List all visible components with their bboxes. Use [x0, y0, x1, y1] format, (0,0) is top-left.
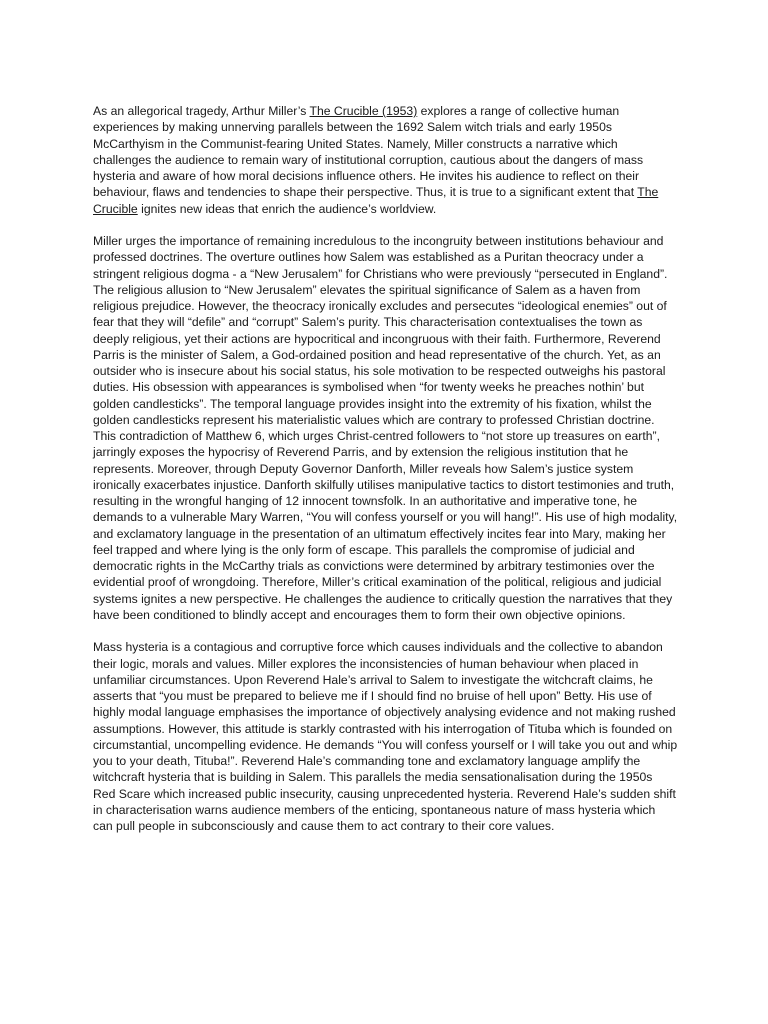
intro-text-start: As an allegorical tragedy, Arthur Miller’s — [93, 104, 310, 118]
intro-text-middle: explores a range of collective human experiences by making unnerving parallels between the 1692 Salem witch trials and early 1950s McCarthyism in the Communist-fearing United States. Namely, Miller constructs a narrative which challenges the audience to remain wary of institutional corruption, cautious about the dangers of mass hysteria and aware of how moral decisions influence others. He invites his audience to reflect on their behaviour, flaws and tendencies to shape their perspective. Thus, it is true to a significant extent that — [93, 104, 644, 200]
paragraph-introduction — [93, 103, 678, 217]
paragraph-institutions: Miller urges the importance of remaining incredulous to the incongruity between institutions behaviour and professed doctrines. The overture outlines how Salem was established as a Puritan theocracy under a stringent religious dogma - a “New Jerusalem” for Christians who were previously “persecuted in England”. The religious allusion to “New Jerusalem” elevates the spiritual significance of Salem as a haven from religious prejudice. However, the theocracy ironically excludes and persecutes “ideological enemies” out of fear that they will “defile” and “corrupt” Salem’s purity. This characterisation contextualises the town as deeply religious, yet their actions are hypocritical and incongruous with their faith. Furthermore, Reverend Parris is the minister of Salem, a God-ordained position and head representative of the church. Yet, as an outsider who is insecure about his social status, his sole motivation to be respected outweighs his pastoral duties. His obsession with appearances is symbolised when “for twenty weeks he preaches nothin’ but golden candlesticks”. The temporal language provides insight into the extremity of his fixation, whilst the golden candlesticks represent his materialistic values which are contrary to professed Christian doctrine. This contradiction of Matthew 6, which urges Christ-centred followers to “not store up treasures on earth”, jarringly exposes the hypocrisy of Reverend Parris, and by extension the religious institution that he represents. Moreover, through Deputy Governor Danforth, Miller reveals how Salem’s justice system ironically exacerbates injustice. Danforth skilfully utilises manipulative tactics to distort testimonies and truth, resulting in the wrongful hanging of 12 innocent townsfolk. In an authoritative and imperative tone, he demands to a vulnerable Mary Warren, “You will confess yourself or you will hang!”. His use of high modality, and exclamatory language in the presentation of an ultimatum effectively incites fear into Mary, making her feel trapped and where lying is the only form of escape. This parallels the compromise of judicial and democratic rights in the McCarthy trials as convictions were determined by arbitrary testimonies over the evidential proof of wrongdoing. Therefore, Miller’s critical examination of the political, religious and judicial systems ignites a new perspective. He challenges the audience to critically question the narratives that they have been conditioned to blindly accept and encourages them to form their own objective opinions. — [93, 234, 678, 622]
intro-text-end: ignites new ideas that enrich the audience’s worldview. — [137, 201, 437, 216]
essay-body — [93, 103, 678, 851]
work-title: The Crucible (1953) — [309, 104, 418, 118]
work-title-short: The Crucible — [93, 185, 659, 216]
paragraph-mass-hysteria: Mass hysteria is a contagious and corruptive force which causes individuals and the collective to abandon their logic, morals and values. Miller explores the inconsistencies of human behaviour when placed in unfamiliar circumstances. Upon Reverend Hale’s arrival to Salem to investigate the witchcraft claims, he asserts that “you must be prepared to believe me if I should find no bruise of hell upon” Betty. His use of highly modal language emphasises the importance of objectively analysing evidence and not making rushed assumptions. However, this attitude is starkly contrasted with his interrogation of Tituba which is founded on circumstantial, uncompelling evidence. He demands “You will confess yourself or I will take you out and whip you to your death, Tituba!”. Reverend Hale’s commanding tone and exclamatory language amplify the witchcraft hysteria that is building in Salem. This parallels the media sensationalisation during the 1950s Red Scare which increased public insecurity, causing unprecedented hysteria. Reverend Hale’s sudden shift in characterisation warns audience members of the enticing, spontaneous nature of mass hysteria which can pull people in subconsciously and cause them to act contrary to their core values. — [93, 640, 678, 833]
